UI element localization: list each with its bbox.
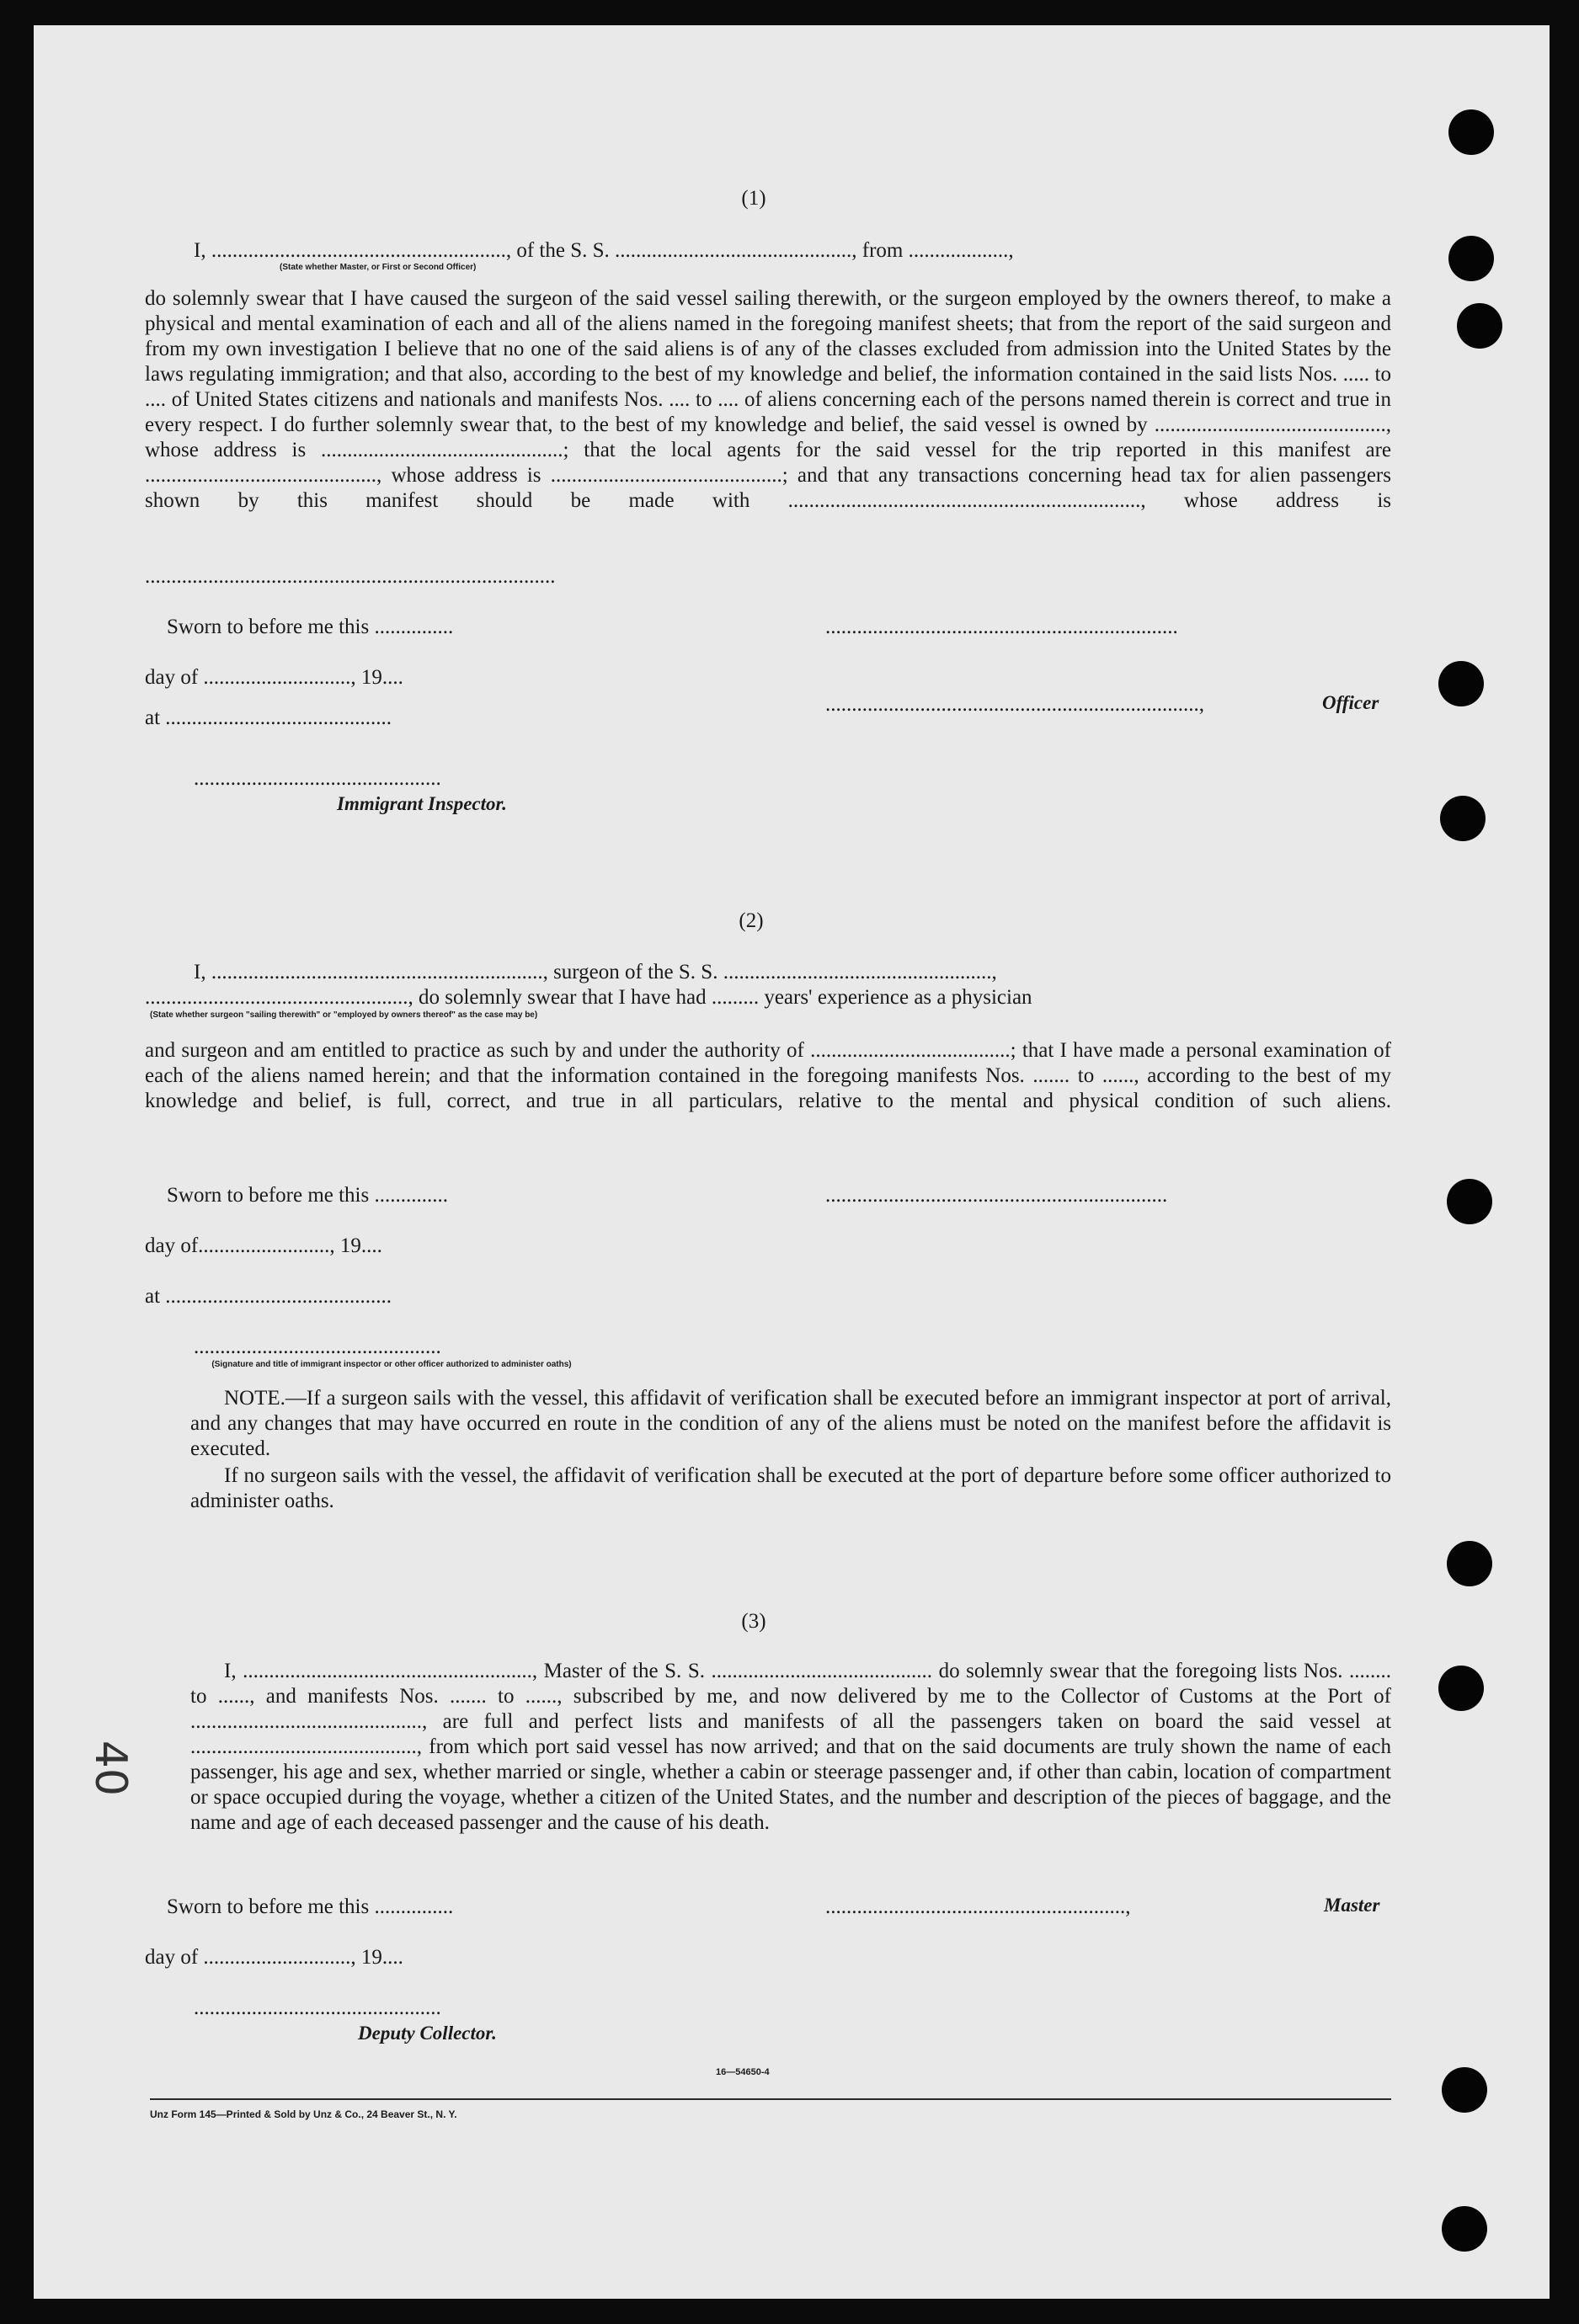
punch-hole <box>1447 1179 1492 1224</box>
section-1-oath: do solemnly swear that I have caused the surgeon of the said vessel sailing therewith, or the surgeon employed by the owners thereof, to make a physical and mental examination of each and all of the aliens named in the foregoing manifest sheets; that from the report of the said surgeon and from my own investigation I believe that no one of the said aliens is of any of the classes excluded from admission into the United States by the laws regulating immigration; and that also, according to the best of my knowledge and belief, the information contained in the said lists Nos. ..... to .... of United States citizens and nationals and manifests Nos. .... to .... of aliens concerning each of the persons named therein is correct and true in every respect. I do further solemnly swear that, to the best of my knowledge and belief, the said vessel is owned by ............................................, whose address is ..............................................; that the local agents for the said vessel for the trip reported in this manifest are ............................................, whose address is ............................................; and that any transactions concerning head tax for alien passengers shown by this manifest should be made with ..................................................................., whose address is <box>145 287 1391 512</box>
section-2-second-line: .................................................., do solemnly swear that I have had ......... years' experience as a physician <box>145 986 1032 1009</box>
section-1-sig-dots: ............................................... <box>194 767 441 790</box>
section-2-sig-dots: ............................................... <box>194 1335 441 1358</box>
punch-hole <box>1447 1541 1492 1586</box>
printer-credit: Unz Form 145—Printed & Sold by Unz & Co., 24 Beaver St., N. Y. <box>150 2108 457 2120</box>
immigrant-inspector-label: Immigrant Inspector. <box>337 793 507 814</box>
section-1-dots-line: .............................................................................. <box>145 565 556 588</box>
section-2-first-line: I, ..............................................................., surgeon of the S. S. ..................................................., <box>194 961 997 983</box>
punch-hole <box>1457 303 1502 349</box>
deputy-collector-label: Deputy Collector. <box>358 2023 497 2044</box>
section-1-officer-dots: ................................................................... <box>825 616 1178 638</box>
section-3-sworn: Sworn to before me this ............... <box>167 1895 454 1918</box>
surgeon-hint: (State whether surgeon "sailing therewith" or "employed by owners thereof" as the case may be) <box>150 1010 538 1020</box>
section-3-sig-dots: ............................................... <box>194 1996 441 2019</box>
section-2-oath: and surgeon and am entitled to practice as such by and under the authority of ......................................; that I have made a personal examination of each of the aliens named herein; and that the information contained in the foregoing manifests Nos. ....... to ......, according to the best of my knowledge and belief, is full, correct, and true in all particulars, relative to the mental and physical condition of such aliens. <box>145 1039 1391 1112</box>
form-code: 16—54650-4 <box>716 2067 770 2077</box>
inspector-signature-hint: (Signature and title of immigrant inspector or other officer authorized to administer oaths) <box>211 1360 572 1369</box>
margin-note: 40 <box>85 1740 136 1797</box>
section-3-number: (3) <box>741 1610 766 1633</box>
section-1-officer-dots-2: ......................................................................., <box>825 693 1204 716</box>
surgeon-note: NOTE.—If a surgeon sails with the vessel, this affidavit of verification shall be executed before an immigrant inspector at port of arrival, and any changes that may have occurred en route in the condition of any of the aliens must be noted on the manifest before the affidavit is executed. <box>190 1387 1391 1460</box>
no-surgeon-note: If no surgeon sails with the vessel, the affidavit of verification shall be executed at the port of departure before some officer authorized to administer oaths. <box>190 1464 1391 1512</box>
section-3-oath: I, ......................................................., Master of the S. S. .......................................... do solemnly swear that the foregoing lists Nos. ........ to ......, and manifests Nos. ....... to ......, subscribed by me, and now delivered by me to the Collector of Customs at the Port of ............................................, are full and perfect lists and manifests of all the passengers taken on board the said vessel at ..........................................., from which port said vessel has now arrived; and that on the said documents are truly shown the name of each passenger, his age and sex, whether married or single, whether a cabin or steerage passenger and, if other than cabin, location of compartment or space occupied during the voyage, whether a citizen of the United States, and the number and description of the pieces of baggage, and the name and age of each deceased passenger and the cause of his death. <box>190 1660 1391 1834</box>
punch-hole <box>1438 661 1484 706</box>
officer-label: Officer <box>1322 692 1379 713</box>
punch-hole <box>1440 796 1486 841</box>
punch-hole <box>1438 1666 1484 1711</box>
manifest-verification-sheet <box>34 25 1550 2299</box>
section-1-day: day of ............................, 19.... <box>145 666 403 689</box>
officer-hint: (State whether Master, or First or Second Officer) <box>280 263 477 272</box>
section-3-day: day of ............................, 19.... <box>145 1946 403 1969</box>
section-1-sworn: Sworn to before me this ............... <box>167 616 454 638</box>
punch-hole <box>1448 236 1494 281</box>
section-2-sworn: Sworn to before me this .............. <box>167 1184 448 1207</box>
footer-rule <box>150 2098 1391 2100</box>
section-1-number: (1) <box>741 187 766 210</box>
master-label: Master <box>1324 1895 1380 1916</box>
section-1-first-line: I, ........................................................, of the S. S. ............................................., from ..................., <box>194 239 1014 262</box>
section-2-number: (2) <box>739 909 764 932</box>
punch-hole <box>1448 109 1494 155</box>
section-2-day: day of........................., 19.... <box>145 1234 382 1257</box>
section-2-at: at ........................................... <box>145 1285 392 1308</box>
section-1-at: at ........................................... <box>145 706 392 729</box>
section-3-master-dots: ........................................................., <box>825 1895 1131 1918</box>
punch-hole <box>1442 2067 1487 2113</box>
punch-hole <box>1442 2206 1487 2252</box>
section-2-surgeon-dots: ................................................................. <box>825 1184 1168 1207</box>
